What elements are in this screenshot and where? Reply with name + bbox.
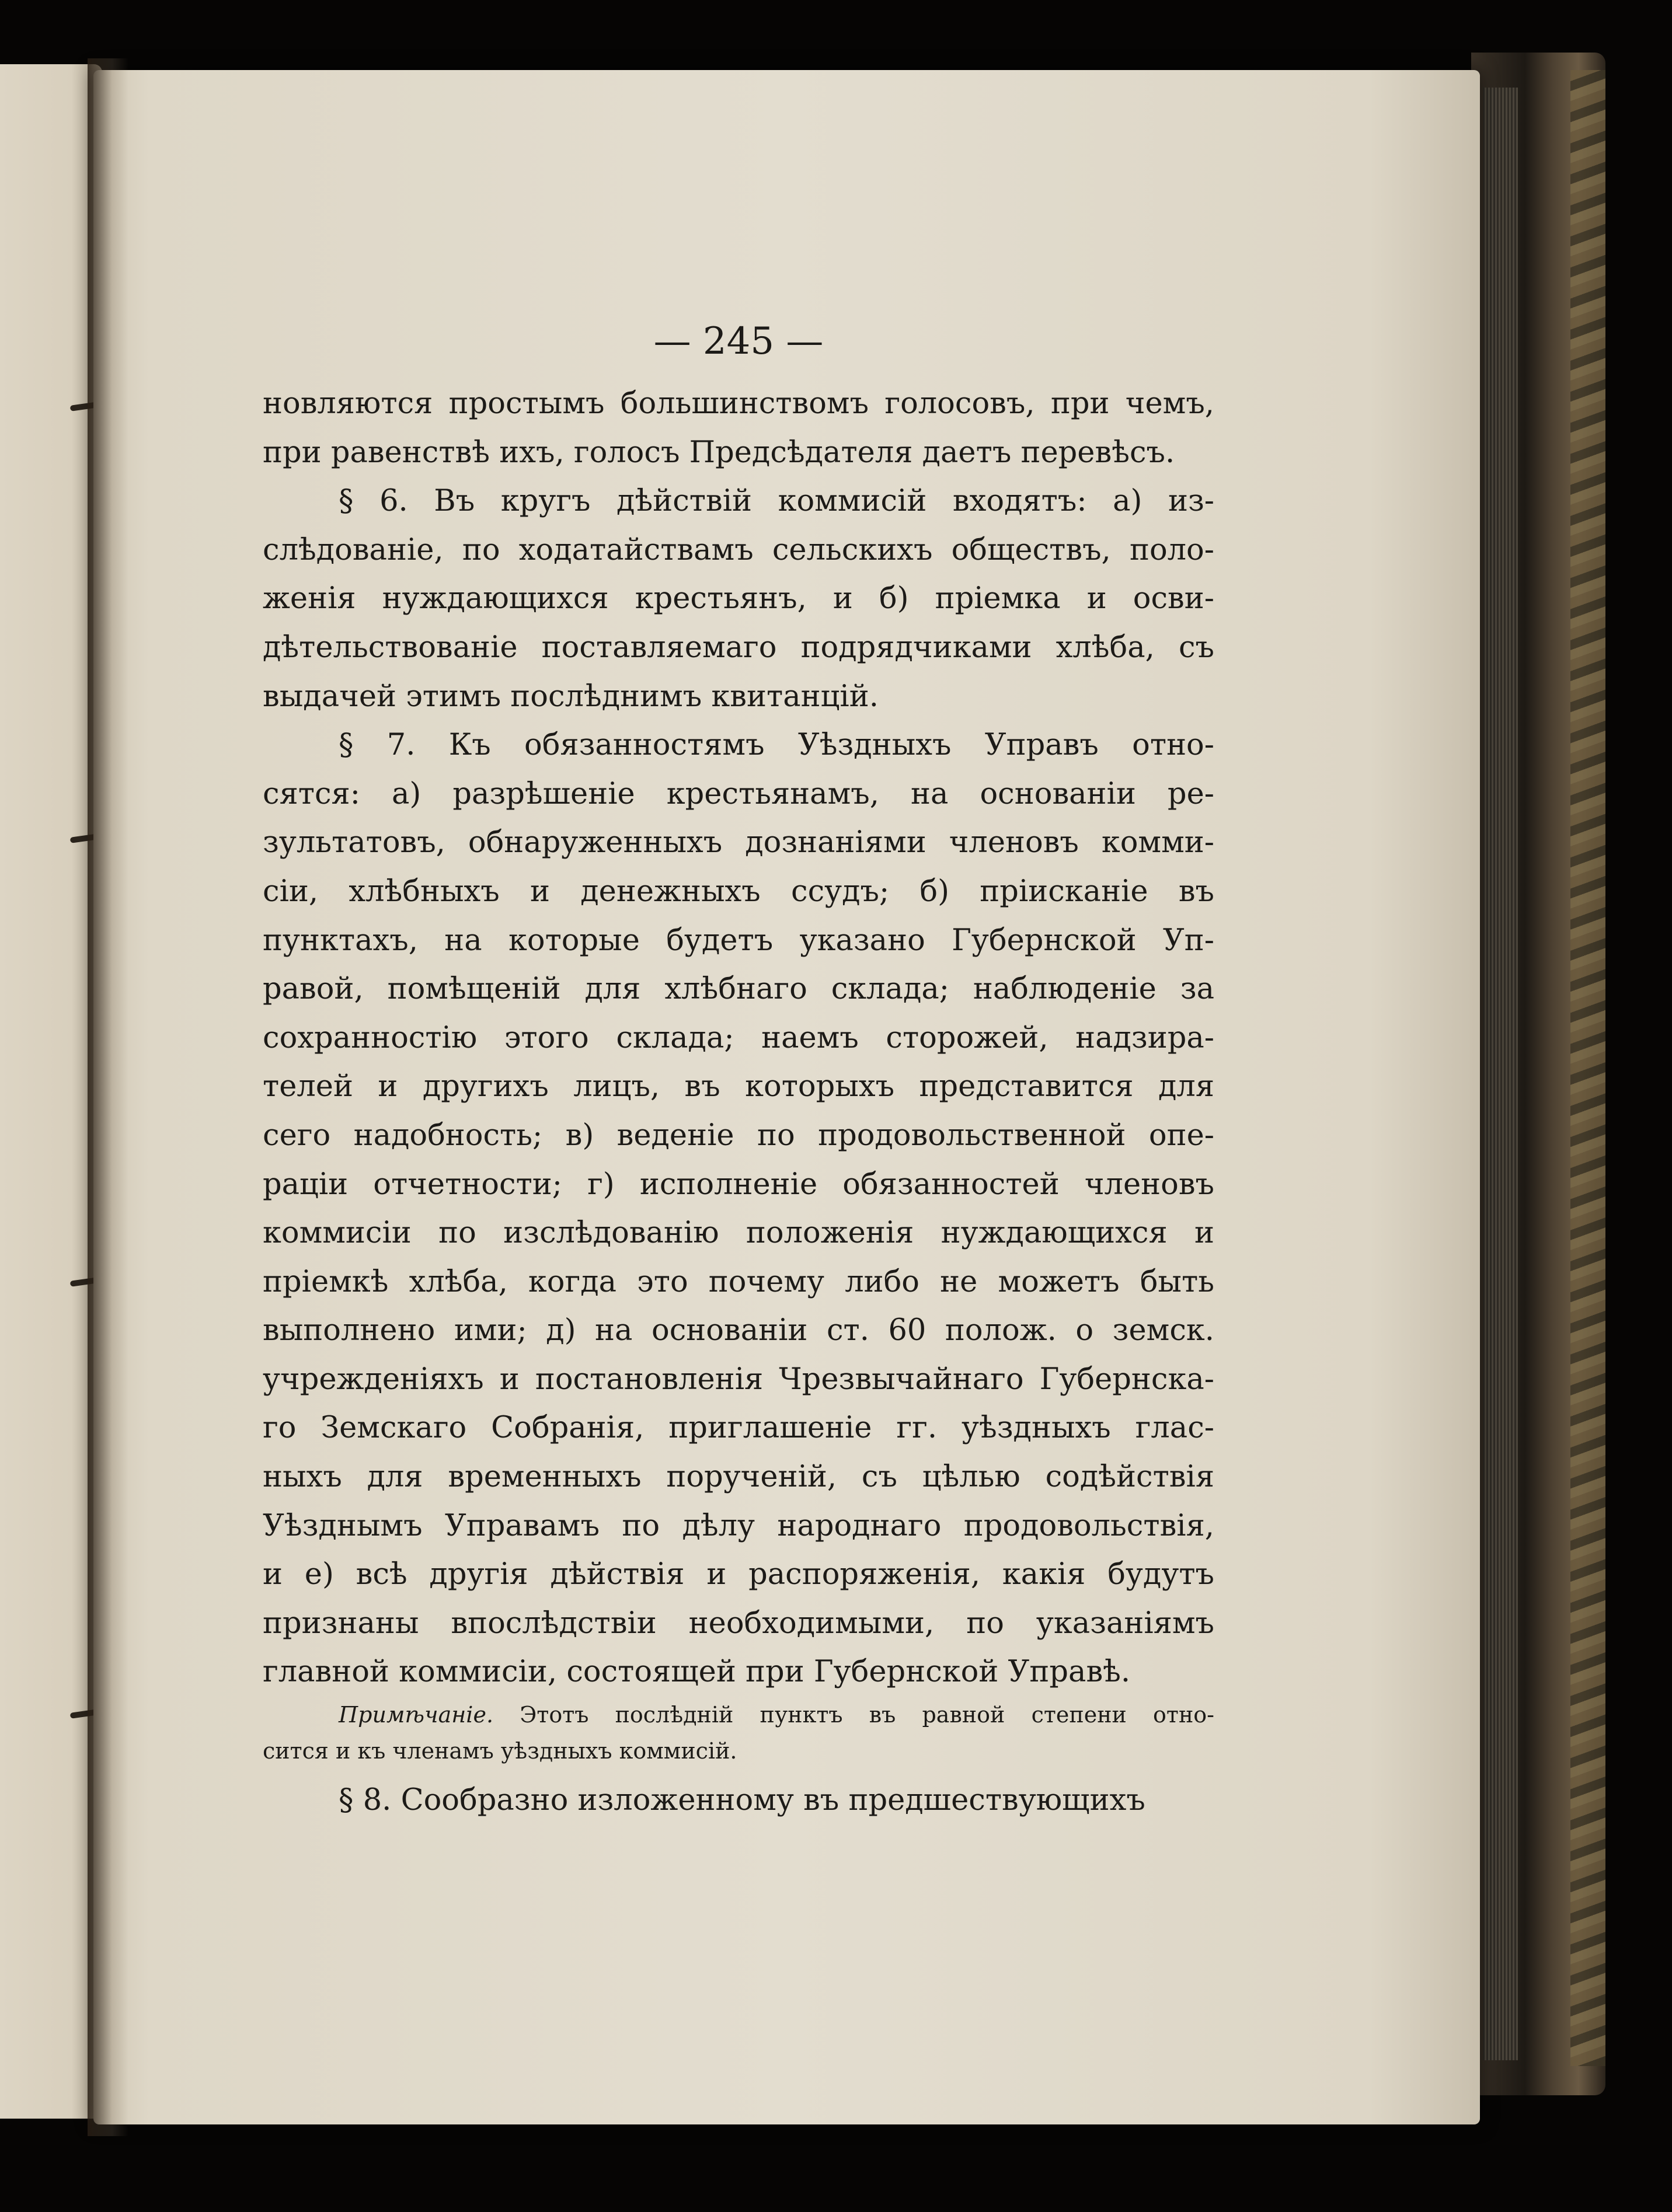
footnote: [263, 1697, 1214, 1769]
text-line: ныхъ для временныхъ порученій, съ цѣлью содѣйствія: [263, 1460, 1214, 1495]
note-line: сится и къ членамъ уѣздныхъ коммисій.: [263, 1738, 737, 1764]
note-label: Примѣчаніе.: [339, 1702, 494, 1728]
text-line: выдачей этимъ послѣднимъ квитанцій.: [263, 679, 879, 714]
text-line: телей и другихъ лицъ, въ которыхъ представится для: [263, 1069, 1214, 1104]
text-line: коммисіи по изслѣдованію положенія нуждающихся и: [263, 1216, 1214, 1251]
page-number: — 245 —: [653, 320, 824, 363]
paragraph-section-6: [263, 477, 1214, 721]
text-line: Уѣзднымъ Управамъ по дѣлу народнаго продовольствія,: [263, 1508, 1214, 1543]
text-line: новляются простымъ большинствомъ голосовъ, при чемъ,: [263, 386, 1214, 421]
page-text: [263, 315, 1214, 1825]
text-line: учрежденіяхъ и постановленія Чрезвычайнаго Губернска-: [263, 1362, 1214, 1397]
marbled-cover: [1570, 70, 1605, 2066]
text-line: пріемкѣ хлѣба, когда это почему либо не можетъ быть: [263, 1264, 1214, 1299]
text-line: сіи, хлѣбныхъ и денежныхъ ссудъ; б) пріисканіе въ: [263, 874, 1214, 909]
text-line: сохранностію этого склада; наемъ сторожей, надзира-: [263, 1020, 1214, 1055]
text-line: дѣтельствованіе поставляемаго подрядчиками хлѣба, съ: [263, 630, 1214, 665]
text-line: пунктахъ, на которые будетъ указано Губернской Уп-: [263, 923, 1214, 958]
text-line: зультатовъ, обнаруженныхъ дознаніями членовъ комми-: [263, 825, 1214, 860]
note-line: [263, 1697, 1214, 1733]
gutter-shadow: [88, 58, 128, 2136]
text-line: слѣдованіе, по ходатайствамъ сельскихъ обществъ, поло-: [263, 532, 1214, 567]
text-line: раціи отчетности; г) исполненіе обязанностей членовъ: [263, 1167, 1214, 1202]
text-line: признаны впослѣдствіи необходимыми, по указаніямъ: [263, 1606, 1214, 1641]
text-line: го Земскаго Собранія, приглашеніе гг. уѣздныхъ глас-: [263, 1411, 1214, 1446]
text-line: при равенствѣ ихъ, голосъ Предсѣдателя даетъ перевѣсъ.: [263, 435, 1175, 470]
text-line: § 8. Сообразно изложенному въ предшествующихъ: [339, 1783, 1145, 1818]
text-line: главной коммисіи, состоящей при Губернской Управѣ.: [263, 1655, 1131, 1690]
note-text: Этотъ послѣдній пунктъ въ равной степени отно-: [520, 1702, 1214, 1728]
paragraph-continuation: [263, 379, 1214, 477]
text-line: сего надобность; в) веденіе по продовольственной опе-: [263, 1118, 1214, 1153]
text-line: § 6. Въ кругъ дѣйствій коммисій входятъ: а) из-: [339, 484, 1214, 519]
text-line: выполнено ими; д) на основаніи ст. 60 полож. о земск.: [263, 1313, 1214, 1348]
text-line: сятся: а) разрѣшеніе крестьянамъ, на основаніи ре-: [263, 776, 1214, 811]
text-line: § 7. Къ обязанностямъ Уѣздныхъ Управъ отно-: [339, 728, 1214, 763]
facing-page-edge: [0, 64, 102, 2119]
text-line: женія нуждающихся крестьянъ, и б) пріемка и осви-: [263, 581, 1214, 616]
page-block-edge: [1483, 88, 1518, 2060]
text-line: равой, помѣщеній для хлѣбнаго склада; наблюденіе за: [263, 972, 1214, 1007]
text-line: и е) всѣ другія дѣйствія и распоряженія, какія будутъ: [263, 1557, 1214, 1592]
paragraph-section-7: [263, 721, 1214, 1697]
